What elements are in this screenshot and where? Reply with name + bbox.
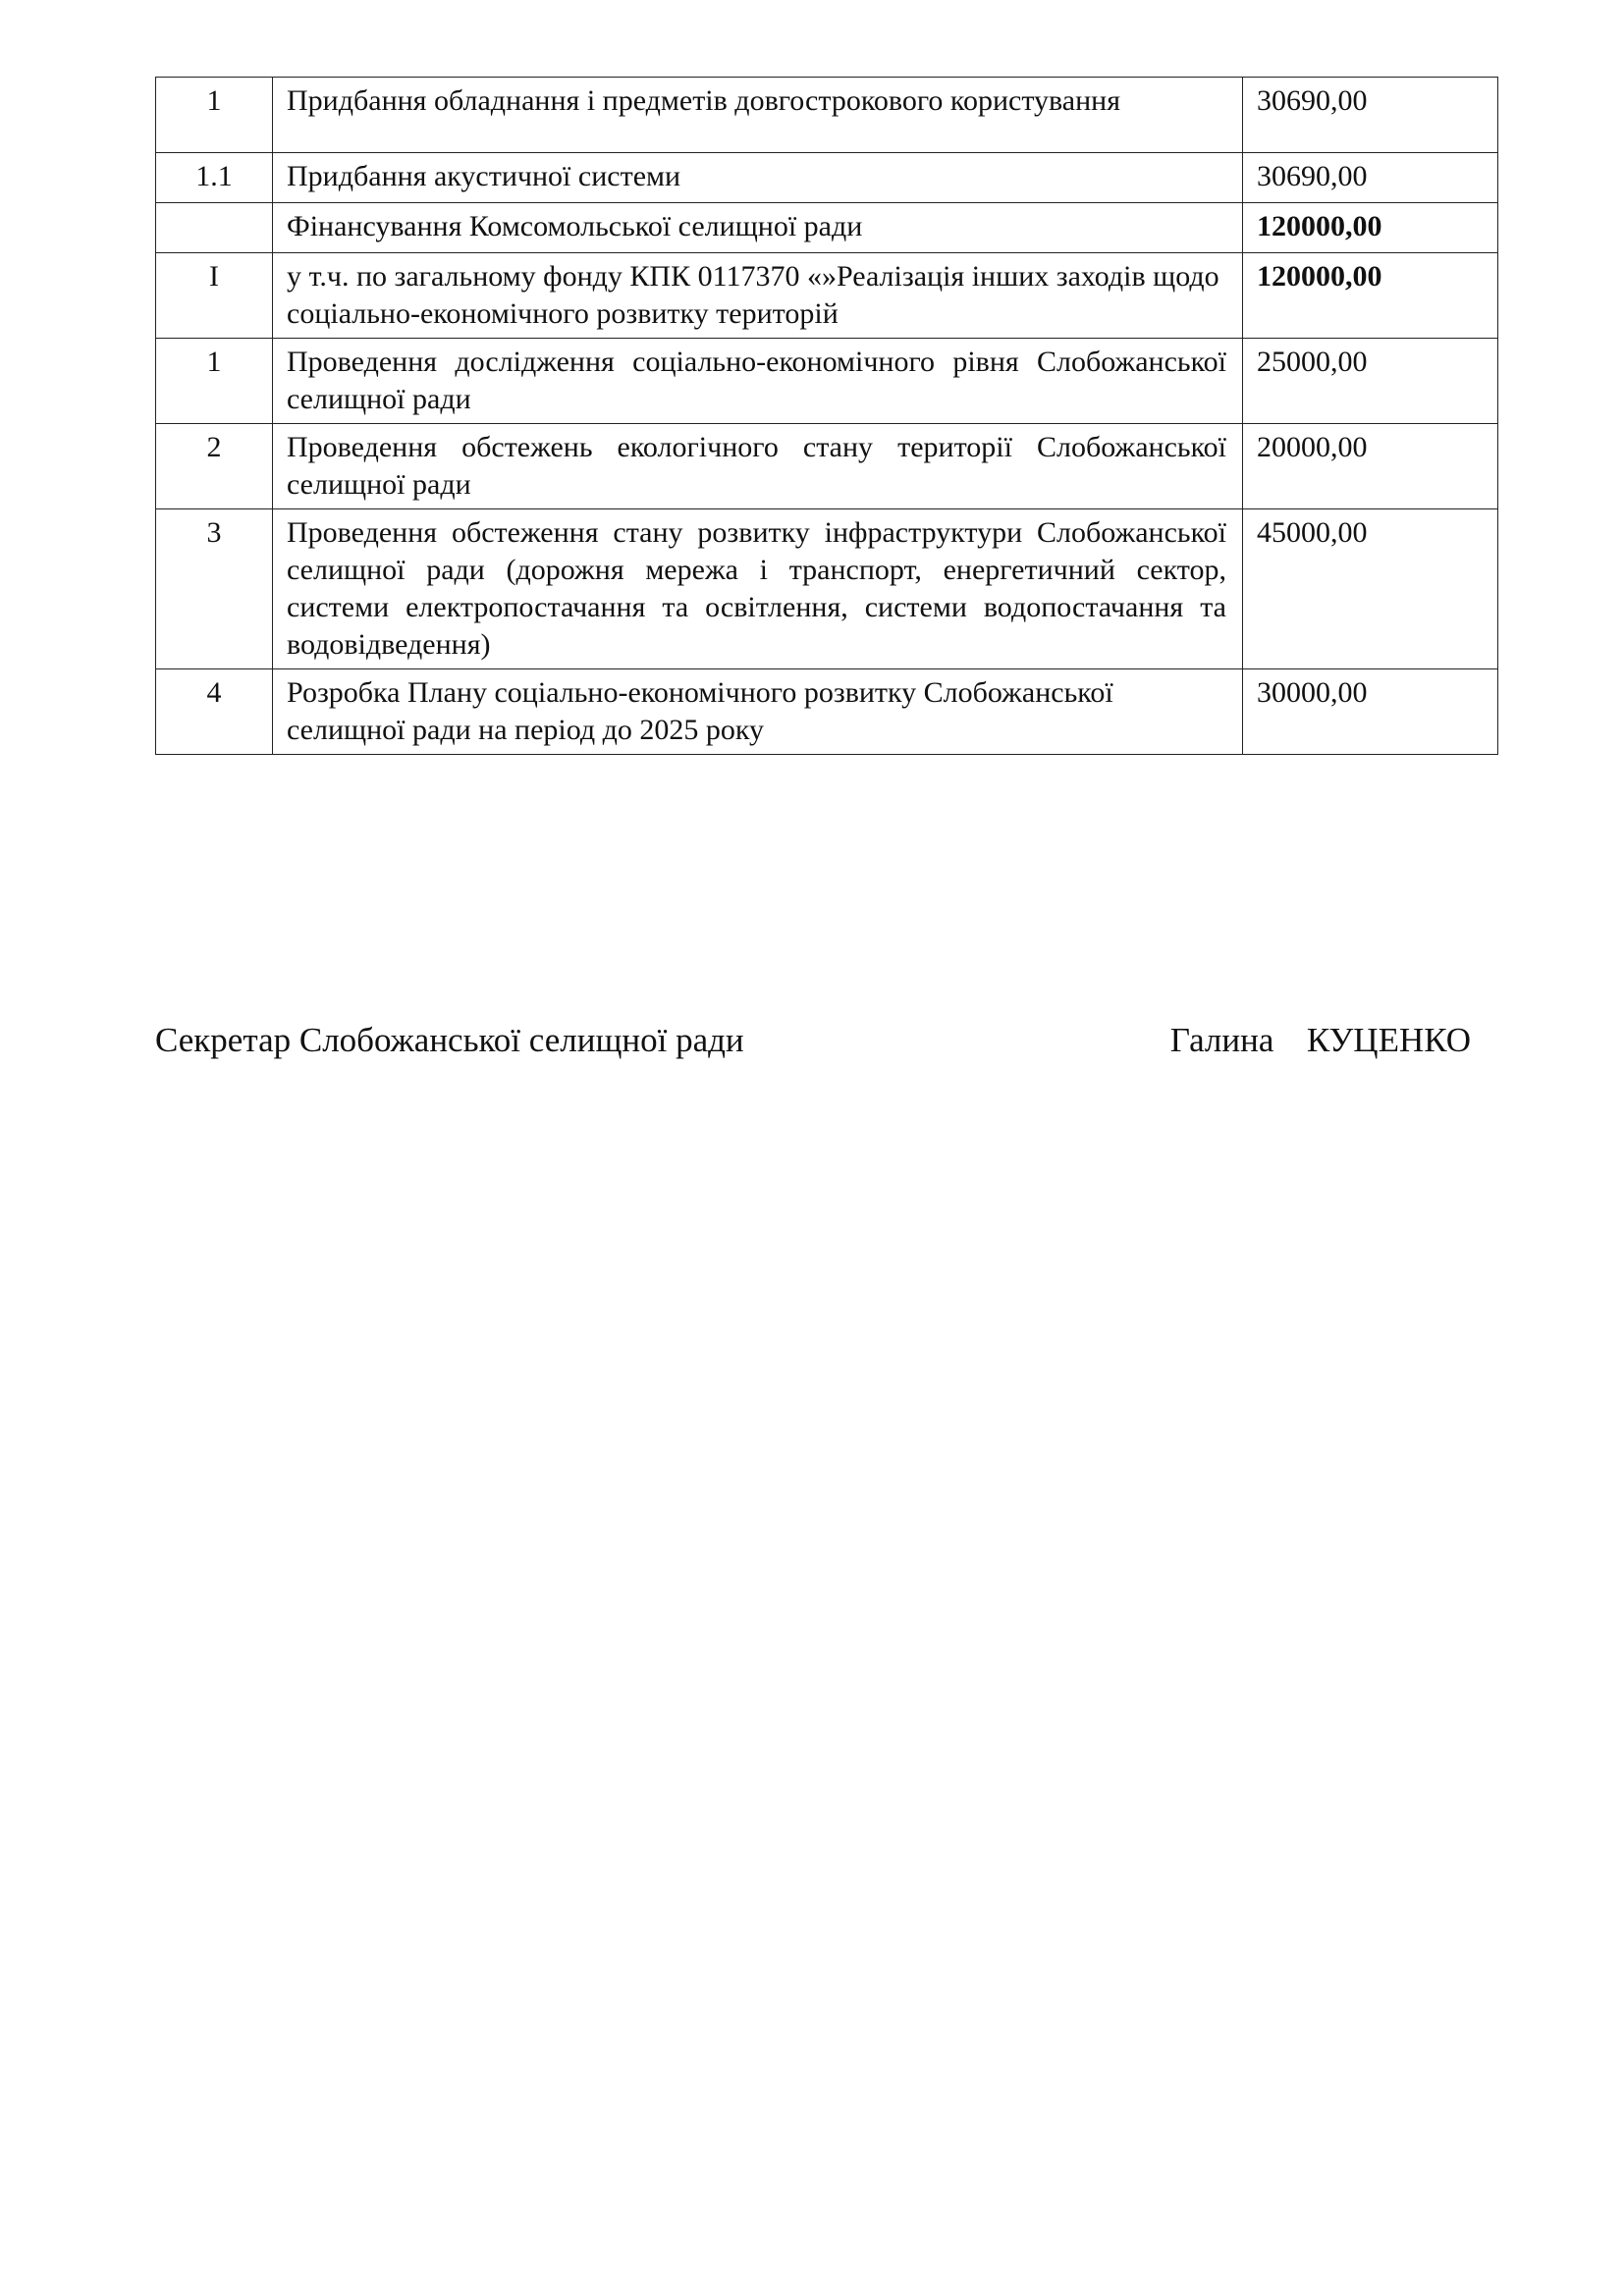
row-number: 1: [156, 339, 273, 424]
signatory-title: Секретар Слобожанської селищної ради: [155, 1021, 744, 1059]
signatory-name: Галина КУЦЕНКО: [1169, 1021, 1471, 1059]
row-amount: 120000,00: [1243, 253, 1498, 339]
row-amount: 120000,00: [1243, 203, 1498, 253]
budget-table: [155, 77, 1498, 755]
table-row: [156, 253, 1498, 339]
table-row: [156, 153, 1498, 203]
row-description: Проведення обстеження стану розвитку інфраструктури Слобожанської селищної ради (дорожня мережа і транспорт, енергетичний сектор, системи електропостачання та освітлення, системи водопостачання та водовідведення): [273, 509, 1243, 669]
row-description: Придбання акустичної системи: [273, 153, 1243, 203]
table-row: [156, 509, 1498, 669]
row-description: Фінансування Комсомольської селищної ради: [273, 203, 1243, 253]
row-number: 4: [156, 669, 273, 755]
row-number: 3: [156, 509, 273, 669]
row-amount: 45000,00: [1243, 509, 1498, 669]
table-row: [156, 424, 1498, 509]
row-amount: 20000,00: [1243, 424, 1498, 509]
row-description: Проведення дослідження соціально-економічного рівня Слобожанської селищної ради: [273, 339, 1243, 424]
row-number: 2: [156, 424, 273, 509]
row-amount: 30000,00: [1243, 669, 1498, 755]
row-description: Проведення обстежень екологічного стану території Слобожанської селищної ради: [273, 424, 1243, 509]
table-row: [156, 203, 1498, 253]
row-number: I: [156, 253, 273, 339]
table-row: [156, 669, 1498, 755]
row-amount: 30690,00: [1243, 78, 1498, 153]
row-description: Придбання обладнання і предметів довгострокового користування: [273, 78, 1243, 153]
row-number: 1: [156, 78, 273, 153]
row-amount: 25000,00: [1243, 339, 1498, 424]
table-row: [156, 339, 1498, 424]
row-amount: 30690,00: [1243, 153, 1498, 203]
row-number: [156, 203, 273, 253]
row-description: Розробка Плану соціально-економічного розвитку Слобожанської селищної ради на період до 2025 року: [273, 669, 1243, 755]
table-row: [156, 78, 1498, 153]
row-description: у т.ч. по загальному фонду КПК 0117370 «»Реалізація інших заходів щодо соціально-економічного розвитку територій: [273, 253, 1243, 339]
row-number: 1.1: [156, 153, 273, 203]
